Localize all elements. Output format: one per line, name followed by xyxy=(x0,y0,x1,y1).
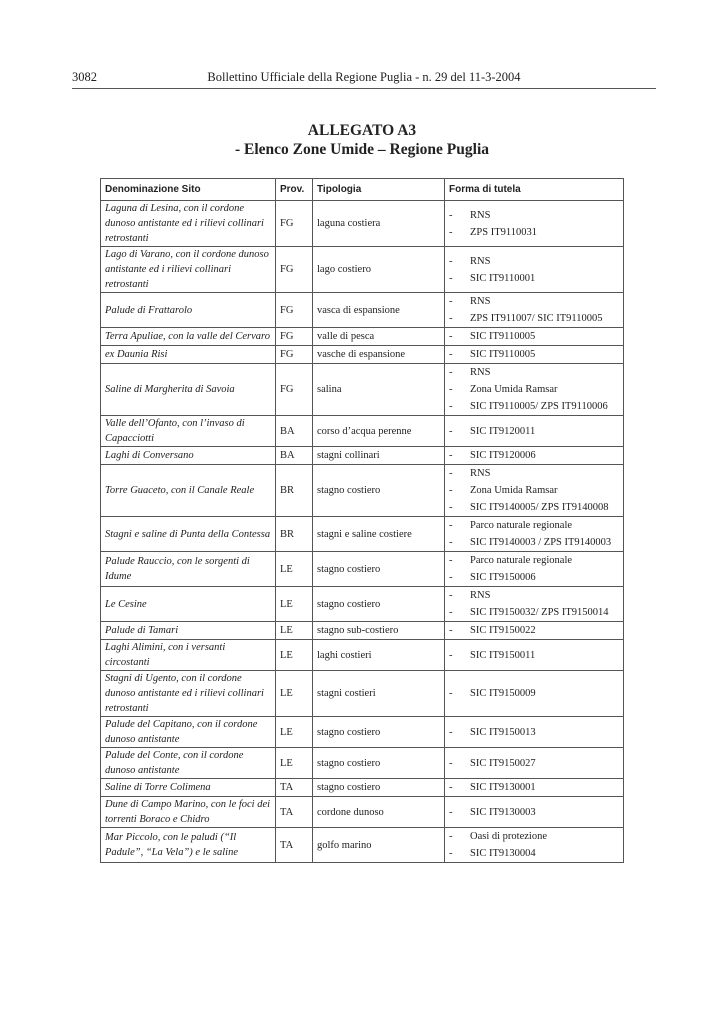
publication-title: Bollettino Ufficiale della Regione Puglia - n. 29 del 11-3-2004 xyxy=(207,70,521,84)
forma-item xyxy=(449,724,619,741)
list-dash: - xyxy=(449,272,453,284)
list-dash: - xyxy=(449,572,453,583)
table-row xyxy=(101,201,624,247)
forma-tutela-cell xyxy=(445,328,624,346)
forma-item xyxy=(449,482,619,499)
table-row xyxy=(101,247,624,293)
tipologia-cell: stagno costiero xyxy=(313,587,445,622)
forma-tutela-cell xyxy=(445,465,624,517)
page-header xyxy=(72,70,656,89)
site-name-cell: Lago di Varano, con il cordone dunoso antistante ed i rilievi collinari retrostanti xyxy=(101,247,276,293)
forma-item xyxy=(449,779,619,796)
title-line-2: - Elenco Zone Umide – Regione Puglia xyxy=(234,141,490,158)
list-dash: - xyxy=(449,502,453,513)
list-dash: - xyxy=(449,782,453,793)
forma-item xyxy=(449,328,619,345)
list-dash: - xyxy=(449,537,453,548)
province-cell: LE xyxy=(276,748,313,779)
tipologia-cell: vasche di espansione xyxy=(313,346,445,364)
forma-item xyxy=(449,207,619,224)
forma-item-text: Parco naturale regionale xyxy=(470,520,573,531)
site-name-cell: Laghi Alimini, con i versanti circostanti xyxy=(101,640,276,671)
forma-item-text: SIC IT9130001 xyxy=(470,782,536,793)
forma-item-text: SIC IT9120011 xyxy=(470,425,536,437)
forma-tutela-cell xyxy=(445,717,624,748)
list-dash: - xyxy=(449,806,453,818)
table-row xyxy=(101,828,624,863)
forma-item xyxy=(449,465,619,482)
forma-item-text: SIC IT9150022 xyxy=(470,625,536,636)
list-dash: - xyxy=(449,296,453,307)
forma-item-text: SIC IT9140003 / ZPS IT9140003 xyxy=(470,537,612,548)
forma-item-text: ZPS IT911007/ SIC IT9110005 xyxy=(470,313,603,324)
table-row xyxy=(101,587,624,622)
forma-item xyxy=(449,346,619,363)
table-row xyxy=(101,640,624,671)
province-cell: FG xyxy=(276,293,313,328)
list-dash: - xyxy=(449,313,453,324)
header-tipologia: Tipologia xyxy=(313,179,445,201)
forma-item xyxy=(449,293,619,310)
forma-tutela-cell xyxy=(445,779,624,797)
table-row xyxy=(101,779,624,797)
table-row xyxy=(101,797,624,828)
province-cell: FG xyxy=(276,328,313,346)
site-name-cell: Stagni e saline di Punta della Contessa xyxy=(101,517,276,552)
forma-item-text: RNS xyxy=(470,367,491,378)
forma-item-text: SIC IT9150006 xyxy=(470,572,536,583)
forma-item xyxy=(449,587,619,604)
forma-item xyxy=(449,804,619,821)
forma-tutela-cell xyxy=(445,201,624,247)
forma-tutela-cell xyxy=(445,552,624,587)
forma-item-text: SIC IT9150009 xyxy=(470,688,536,699)
tipologia-cell: vasca di espansione xyxy=(313,293,445,328)
table-row xyxy=(101,447,624,465)
forma-tutela-cell xyxy=(445,247,624,293)
forma-item xyxy=(449,224,619,241)
table-row xyxy=(101,622,624,640)
site-name-cell: Saline di Torre Colimena xyxy=(101,779,276,797)
table-row xyxy=(101,552,624,587)
site-name-cell: Palude del Capitano, con il cordone dunoso antistante xyxy=(101,717,276,748)
forma-item-text: ZPS IT9110031 xyxy=(470,226,537,238)
forma-item-text: RNS xyxy=(470,590,491,601)
forma-item xyxy=(449,447,619,464)
forma-tutela-cell xyxy=(445,587,624,622)
forma-item xyxy=(449,685,619,702)
list-dash: - xyxy=(449,450,453,461)
site-name-cell: Saline di Margherita di Savoia xyxy=(101,364,276,416)
tipologia-cell: stagni collinari xyxy=(313,447,445,465)
forma-item xyxy=(449,364,619,381)
site-name-cell: Palude di Frattarolo xyxy=(101,293,276,328)
tipologia-cell: salina xyxy=(313,364,445,416)
forma-item xyxy=(449,755,619,772)
list-dash: - xyxy=(449,367,453,378)
tipologia-cell: stagno sub-costiero xyxy=(313,622,445,640)
forma-item-text: SIC IT9150032/ ZPS IT9150014 xyxy=(470,607,609,618)
table-row xyxy=(101,346,624,364)
forma-item-text: SIC IT9110001 xyxy=(470,272,536,284)
forma-tutela-cell xyxy=(445,517,624,552)
table-header-row xyxy=(101,179,624,201)
list-dash: - xyxy=(449,625,453,636)
province-cell: BR xyxy=(276,465,313,517)
list-dash: - xyxy=(449,331,453,342)
site-name-cell: Mar Piccolo, con le paludi (“Il Padule”, “La Vela”) e le saline xyxy=(101,828,276,863)
site-name-cell: Laguna di Lesina, con il cordone dunoso antistante ed i rilievi collinari retrostanti xyxy=(101,201,276,247)
tipologia-cell: stagno costiero xyxy=(313,465,445,517)
table-row xyxy=(101,465,624,517)
list-dash: - xyxy=(449,425,453,437)
forma-item xyxy=(449,604,619,621)
wetlands-table xyxy=(100,178,624,863)
table-row xyxy=(101,416,624,447)
list-dash: - xyxy=(449,226,453,238)
forma-item-text: SIC IT9120006 xyxy=(470,450,536,461)
tipologia-cell: golfo marino xyxy=(313,828,445,863)
forma-item xyxy=(449,499,619,516)
forma-item xyxy=(449,517,619,534)
table-row xyxy=(101,717,624,748)
forma-item xyxy=(449,423,619,440)
forma-item xyxy=(449,398,619,415)
list-dash: - xyxy=(449,726,453,738)
site-name-cell: Palude Rauccio, con le sorgenti di Idume xyxy=(101,552,276,587)
forma-item-text: SIC IT9140005/ ZPS IT9140008 xyxy=(470,502,609,513)
forma-item-text: SIC IT9110005/ ZPS IT9110006 xyxy=(470,401,608,412)
forma-tutela-cell xyxy=(445,293,624,328)
forma-tutela-cell xyxy=(445,346,624,364)
site-name-cell: Palude del Conte, con il cordone dunoso antistante xyxy=(101,748,276,779)
site-name-cell: Laghi di Conversano xyxy=(101,447,276,465)
province-cell: BA xyxy=(276,447,313,465)
province-cell: LE xyxy=(276,671,313,717)
province-cell: BA xyxy=(276,416,313,447)
list-dash: - xyxy=(449,590,453,601)
table-row xyxy=(101,517,624,552)
forma-tutela-cell xyxy=(445,671,624,717)
table-row xyxy=(101,293,624,328)
header-forma: Forma di tutela xyxy=(445,179,624,201)
list-dash: - xyxy=(449,468,453,479)
header-denominazione: Denominazione Sito xyxy=(101,179,276,201)
forma-item-text: RNS xyxy=(470,209,491,221)
forma-tutela-cell xyxy=(445,416,624,447)
tipologia-cell: laguna costiera xyxy=(313,201,445,247)
forma-tutela-cell xyxy=(445,364,624,416)
province-cell: TA xyxy=(276,779,313,797)
forma-item xyxy=(449,534,619,551)
list-dash: - xyxy=(449,485,453,496)
site-name-cell: Le Cesine xyxy=(101,587,276,622)
tipologia-cell: stagno costiero xyxy=(313,779,445,797)
forma-item xyxy=(449,310,619,327)
tipologia-cell: stagni costieri xyxy=(313,671,445,717)
province-cell: FG xyxy=(276,364,313,416)
header-prov: Prov. xyxy=(276,179,313,201)
tipologia-cell: stagno costiero xyxy=(313,748,445,779)
list-dash: - xyxy=(449,401,453,412)
province-cell: LE xyxy=(276,552,313,587)
forma-item-text: SIC IT9150013 xyxy=(470,726,536,738)
province-cell: LE xyxy=(276,717,313,748)
forma-item-text: SIC IT9130003 xyxy=(470,806,536,818)
province-cell: FG xyxy=(276,201,313,247)
tipologia-cell: lago costiero xyxy=(313,247,445,293)
province-cell: BR xyxy=(276,517,313,552)
forma-item-text: SIC IT9150027 xyxy=(470,757,536,769)
list-dash: - xyxy=(449,831,453,842)
forma-tutela-cell xyxy=(445,828,624,863)
province-cell: TA xyxy=(276,797,313,828)
list-dash: - xyxy=(449,688,453,699)
forma-item-text: SIC IT9110005 xyxy=(470,331,536,342)
list-dash: - xyxy=(449,384,453,395)
forma-item-text: SIC IT9150011 xyxy=(470,649,536,661)
forma-item-text: SIC IT9130004 xyxy=(470,848,536,859)
province-cell: LE xyxy=(276,622,313,640)
site-name-cell: Terra Apuliae, con la valle del Cervaro xyxy=(101,328,276,346)
forma-tutela-cell xyxy=(445,447,624,465)
tipologia-cell: laghi costieri xyxy=(313,640,445,671)
forma-tutela-cell xyxy=(445,640,624,671)
list-dash: - xyxy=(449,209,453,221)
tipologia-cell: valle di pesca xyxy=(313,328,445,346)
province-cell: FG xyxy=(276,247,313,293)
list-dash: - xyxy=(449,649,453,661)
forma-item xyxy=(449,253,619,270)
table-body xyxy=(101,201,624,863)
forma-item-text: Oasi di protezione xyxy=(470,831,547,842)
site-name-cell: Dune di Campo Marino, con le foci dei torrenti Boraco e Chidro xyxy=(101,797,276,828)
forma-item xyxy=(449,845,619,862)
list-dash: - xyxy=(449,607,453,618)
table-row xyxy=(101,748,624,779)
tipologia-cell: stagni e saline costiere xyxy=(313,517,445,552)
table-row xyxy=(101,364,624,416)
forma-item-text: Zona Umida Ramsar xyxy=(470,384,558,395)
table-row xyxy=(101,671,624,717)
forma-item-text: RNS xyxy=(470,255,491,267)
forma-item xyxy=(449,270,619,287)
tipologia-cell: stagno costiero xyxy=(313,717,445,748)
title-line-1: ALLEGATO A3 xyxy=(307,122,417,139)
province-cell: TA xyxy=(276,828,313,863)
forma-item-text: Parco naturale regionale xyxy=(470,555,573,566)
forma-item xyxy=(449,622,619,639)
province-cell: FG xyxy=(276,346,313,364)
forma-item-text: RNS xyxy=(470,296,491,307)
list-dash: - xyxy=(449,255,453,267)
forma-tutela-cell xyxy=(445,797,624,828)
list-dash: - xyxy=(449,757,453,769)
list-dash: - xyxy=(449,848,453,859)
forma-item-text: Zona Umida Ramsar xyxy=(470,485,558,496)
site-name-cell: Valle dell’Ofanto, con l’invaso di Capacciotti xyxy=(101,416,276,447)
forma-item xyxy=(449,381,619,398)
forma-item xyxy=(449,647,619,664)
site-name-cell: ex Daunia Risi xyxy=(101,346,276,364)
tipologia-cell: stagno costiero xyxy=(313,552,445,587)
forma-item xyxy=(449,552,619,569)
site-name-cell: Torre Guaceto, con il Canale Reale xyxy=(101,465,276,517)
tipologia-cell: cordone dunoso xyxy=(313,797,445,828)
province-cell: LE xyxy=(276,587,313,622)
table-row xyxy=(101,328,624,346)
tipologia-cell: corso d’acqua perenne xyxy=(313,416,445,447)
list-dash: - xyxy=(449,349,453,360)
province-cell: LE xyxy=(276,640,313,671)
page-number: 3082 xyxy=(72,70,97,84)
forma-tutela-cell xyxy=(445,748,624,779)
forma-item-text: SIC IT9110005 xyxy=(470,349,536,360)
list-dash: - xyxy=(449,555,453,566)
site-name-cell: Palude di Tamari xyxy=(101,622,276,640)
document-title xyxy=(0,121,724,159)
forma-item xyxy=(449,569,619,586)
site-name-cell: Stagni di Ugento, con il cordone dunoso antistante ed i rilievi collinari retrostanti xyxy=(101,671,276,717)
list-dash: - xyxy=(449,520,453,531)
forma-item-text: RNS xyxy=(470,468,491,479)
forma-item xyxy=(449,828,619,845)
forma-tutela-cell xyxy=(445,622,624,640)
